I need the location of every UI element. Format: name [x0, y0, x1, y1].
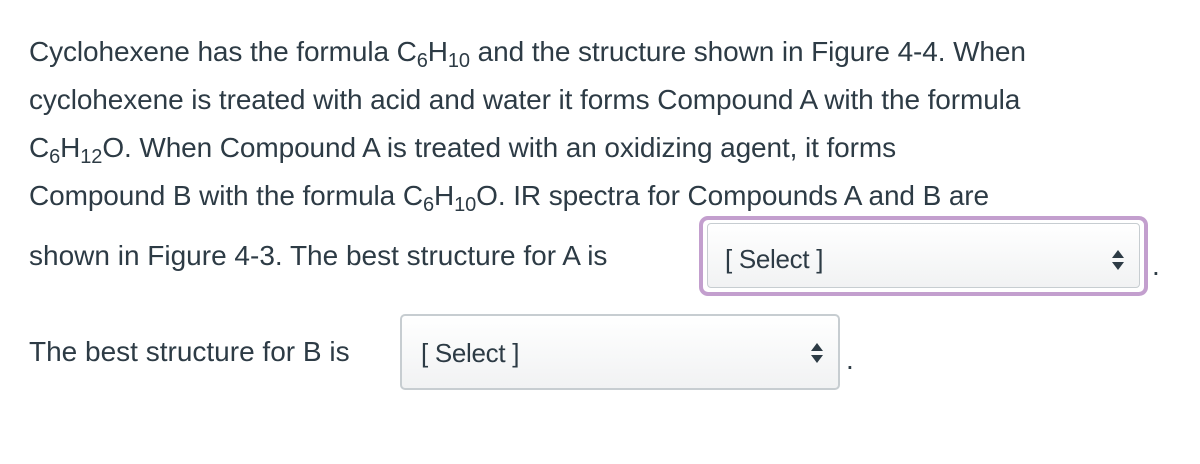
question-text-segment: H [427, 36, 448, 67]
subscript: 12 [80, 146, 103, 168]
answer-a-period: . [1152, 250, 1160, 281]
subscript: 10 [454, 194, 477, 216]
question-text-segment: C [29, 132, 50, 163]
answer-a-focus-ring [699, 216, 1148, 296]
question-line-2: cyclohexene is treated with acid and water it forms Compound A with the formula [29, 84, 1021, 115]
question-text-segment: O. When Compound A is treated with an oxidizing agent, it forms [102, 132, 896, 163]
subscript: 6 [49, 146, 61, 168]
question-text-segment: Compound B with the formula C [29, 180, 423, 211]
question-text-segment: O. IR spectra for Compounds A and B are [476, 180, 989, 211]
up-down-arrows-icon [1111, 249, 1125, 271]
answer-a-select-value: [ Select ] [725, 244, 824, 274]
question-text-segment: H [60, 132, 81, 163]
subscript: 6 [416, 50, 428, 72]
answer-b-prompt: The best structure for B is [29, 336, 350, 367]
question-line-4 [29, 172, 1189, 220]
answer-a-select[interactable] [707, 223, 1140, 288]
subscript: 6 [422, 194, 434, 216]
subscript: 10 [447, 50, 470, 72]
answer-a-prompt: shown in Figure 4-3. The best structure for A is [29, 240, 608, 271]
answer-b-select[interactable] [400, 314, 840, 390]
question-text-segment: Cyclohexene has the formula C [29, 36, 417, 67]
answer-b-select-value: [ Select ] [421, 338, 520, 368]
question-line-1 [29, 28, 1189, 76]
question-text-segment: H [434, 180, 455, 211]
up-down-arrows-icon [810, 342, 824, 364]
question-text [29, 28, 1189, 220]
question-line-3 [29, 124, 1189, 172]
answer-b-period: . [846, 344, 854, 375]
question-text-segment: and the structure shown in Figure 4-4. When [469, 36, 1026, 67]
